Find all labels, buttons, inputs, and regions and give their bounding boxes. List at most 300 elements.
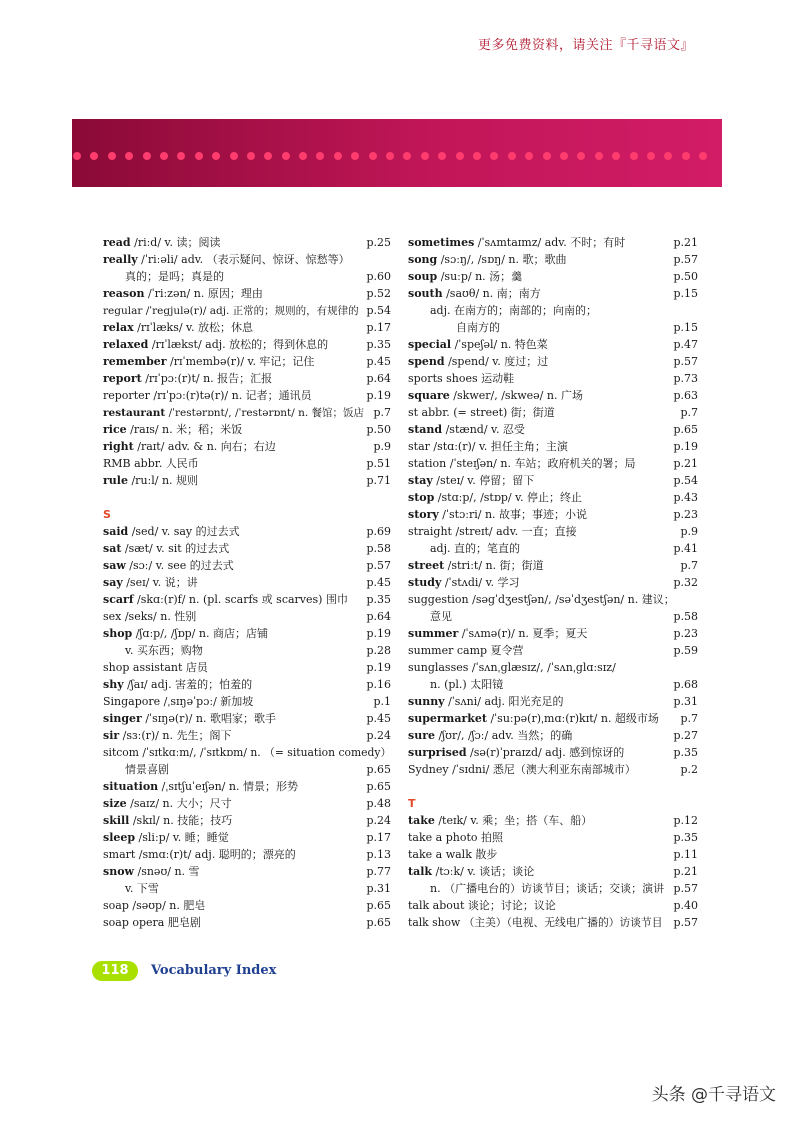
index-entry — [408, 625, 698, 642]
page-reference: p.16 — [366, 678, 391, 691]
index-entry — [103, 404, 391, 421]
entry-text: /ˌsɪtʃuˈeɪʃən/ n. 情景；形势 — [158, 780, 298, 793]
index-entry — [103, 676, 391, 693]
headword: sleep — [103, 831, 136, 844]
index-entry — [103, 472, 391, 489]
page-reference: p.65 — [366, 780, 391, 793]
entry-definition — [103, 321, 253, 334]
entry-definition — [103, 355, 314, 368]
entry-text: sunglasses /ˈsʌnˌglæsɪz/, /ˈsʌnˌglɑːsɪz/ — [408, 661, 616, 674]
entry-definition — [103, 270, 224, 283]
entry-definition — [103, 763, 169, 776]
index-entry — [103, 336, 391, 353]
index-entry — [408, 676, 698, 693]
entry-text: /sɔːŋ/, /sɒŋ/ n. 歌；歌曲 — [437, 253, 567, 266]
chapter-banner — [72, 119, 722, 187]
entry-definition — [103, 899, 205, 912]
index-entry — [408, 455, 698, 472]
banner-dot — [612, 152, 620, 160]
banner-dot — [160, 152, 168, 160]
entry-definition — [408, 474, 534, 487]
entry-definition — [103, 746, 391, 759]
entry-text: 自南方的 — [456, 321, 500, 334]
index-entry — [408, 370, 698, 387]
entry-definition — [408, 593, 675, 606]
entry-definition — [408, 440, 568, 453]
banner-dot — [73, 152, 81, 160]
index-entry — [103, 659, 391, 676]
banner-dot — [630, 152, 638, 160]
entry-text: /snəʊ/ n. 雪 — [134, 865, 200, 878]
index-entry — [408, 880, 698, 897]
banner-dot — [316, 152, 324, 160]
index-entry — [408, 914, 698, 931]
entry-text: /sɜː(r)/ n. 先生；阁下 — [119, 729, 232, 742]
entry-text: suggestion /səgˈdʒestʃən/, /səˈdʒestʃən/ n. 建议； — [408, 593, 675, 606]
entry-definition — [408, 372, 514, 385]
entry-text: /rɪˈpɔː(r)t/ n. 报告；汇报 — [141, 372, 273, 385]
entry-definition — [408, 831, 503, 844]
headword: soup — [408, 270, 438, 283]
banner-dot — [577, 152, 585, 160]
index-entry — [408, 506, 698, 523]
entry-definition — [103, 372, 272, 385]
page-reference: p.17 — [366, 321, 391, 334]
entry-definition — [408, 627, 587, 640]
banner-dot — [108, 152, 116, 160]
banner-dot — [438, 152, 446, 160]
index-entry — [103, 829, 391, 846]
banner-dot — [456, 152, 464, 160]
entry-definition — [103, 916, 201, 929]
entry-text: /ˈsuːpə(r)ˌmɑː(r)kɪt/ n. 超级市场 — [486, 712, 659, 725]
headword: study — [408, 576, 442, 589]
page-reference: p.21 — [673, 865, 698, 878]
entry-definition — [103, 423, 242, 436]
entry-text: /stɑːp/, /stɒp/ v. 停止；终止 — [434, 491, 583, 504]
headword: sir — [103, 729, 120, 742]
entry-text: /sed/ v. say 的过去式 — [128, 525, 240, 538]
banner-dot — [664, 152, 672, 160]
page-reference: p.35 — [366, 338, 391, 351]
page-reference: p.35 — [673, 831, 698, 844]
headword: relax — [103, 321, 134, 334]
banner-dot — [525, 152, 533, 160]
banner-dot — [473, 152, 481, 160]
entry-text: /ˈriːəli/ adv. （表示疑问、惊讶、惊愁等） — [137, 253, 350, 266]
page-reference: p.65 — [366, 899, 391, 912]
entry-text: /skɪl/ n. 技能；技巧 — [129, 814, 233, 827]
entry-definition — [103, 253, 350, 266]
headword: snow — [103, 865, 134, 878]
entry-text: /spend/ v. 度过；过 — [444, 355, 549, 368]
entry-text: sports shoes 运动鞋 — [408, 372, 515, 385]
page-reference: p.27 — [673, 729, 698, 742]
entry-text: /saɪz/ n. 大小；尺寸 — [126, 797, 232, 810]
banner-dot — [595, 152, 603, 160]
index-entry — [103, 795, 391, 812]
entry-definition — [103, 287, 263, 300]
entry-text: /sæt/ v. sit 的过去式 — [121, 542, 230, 555]
headword: read — [103, 236, 131, 249]
entry-definition — [103, 865, 200, 878]
entry-definition — [408, 406, 555, 419]
section-gap — [103, 489, 391, 506]
entry-definition — [103, 882, 159, 895]
entry-text: /seɪ/ v. 说；讲 — [122, 576, 198, 589]
headword: stand — [408, 423, 443, 436]
entry-text: /skɑː(r)f/ n. (pl. scarfs 或 scarves) 围巾 — [133, 593, 348, 606]
entry-definition — [103, 831, 229, 844]
page-reference: p.24 — [366, 814, 391, 827]
page-reference: p.31 — [366, 882, 391, 895]
entry-text: RMB abbr. 人民币 — [103, 457, 199, 470]
index-entry — [408, 846, 698, 863]
entry-text: reporter /rɪˈpɔː(r)tə(r)/ n. 记者；通讯员 — [103, 389, 312, 402]
page-reference: p.23 — [673, 627, 698, 640]
index-entry — [408, 897, 698, 914]
index-entry — [103, 557, 391, 574]
index-entry — [103, 778, 391, 795]
entry-text: v. 下雪 — [125, 882, 159, 895]
page-reference: p.54 — [673, 474, 698, 487]
entry-definition — [408, 542, 520, 555]
headword: stay — [408, 474, 433, 487]
page-reference: p.35 — [366, 593, 391, 606]
entry-definition — [408, 508, 587, 521]
entry-definition — [408, 848, 497, 861]
section-letter: S — [103, 508, 111, 521]
index-entry — [103, 693, 391, 710]
entry-definition — [408, 882, 664, 895]
section-letter: T — [408, 797, 416, 810]
headword: skill — [103, 814, 130, 827]
entry-text: 真的；是吗；真是的 — [125, 270, 224, 283]
index-entry — [103, 812, 391, 829]
index-entry — [408, 404, 698, 421]
index-entry — [408, 421, 698, 438]
banner-dot — [230, 152, 238, 160]
headword: shy — [103, 678, 124, 691]
page-reference: p.21 — [673, 457, 698, 470]
entry-text: take a photo 拍照 — [408, 831, 503, 844]
headword: saw — [103, 559, 126, 572]
index-column-left — [103, 234, 391, 931]
entry-definition — [408, 253, 566, 266]
page-reference: p.45 — [366, 576, 391, 589]
entry-text: /sɔː/ v. see 的过去式 — [125, 559, 234, 572]
entry-text: /rɪˈlæks/ v. 放松；休息 — [133, 321, 253, 334]
index-entry — [103, 897, 391, 914]
entry-definition — [103, 644, 203, 657]
page-reference: p.1 — [373, 695, 391, 708]
index-entry — [103, 727, 391, 744]
page-reference: p.71 — [366, 474, 391, 487]
entry-text: soap opera 肥皂剧 — [103, 916, 201, 929]
entry-definition — [408, 899, 556, 912]
entry-definition — [408, 491, 582, 504]
banner-dot — [143, 152, 151, 160]
index-entry — [408, 829, 698, 846]
index-entry — [408, 727, 698, 744]
page-reference: p.58 — [673, 610, 698, 623]
headword: surprised — [408, 746, 467, 759]
headword: summer — [408, 627, 459, 640]
entry-text: /riːd/ v. 读；阅读 — [130, 236, 221, 249]
banner-dot — [421, 152, 429, 160]
index-entry — [103, 642, 391, 659]
banner-dot — [177, 152, 185, 160]
entry-text: sitcom /ˈsɪtkɑːm/, /ˈsɪtkɒm/ n. （= situation comedy） — [103, 746, 392, 759]
entry-text: /rɪˈmembə(r)/ v. 牢记；记住 — [166, 355, 315, 368]
entry-text: adj. 直的；笔直的 — [430, 542, 521, 555]
banner-dot — [386, 152, 394, 160]
index-entry — [408, 302, 698, 319]
index-entry — [103, 710, 391, 727]
entry-definition — [408, 729, 572, 742]
entry-text: /ˈriːzən/ n. 原因；理由 — [144, 287, 263, 300]
page-reference: p.7 — [680, 712, 698, 725]
banner-dot — [647, 152, 655, 160]
entry-definition — [103, 525, 240, 538]
headword: sat — [103, 542, 122, 555]
page-reference: p.15 — [673, 321, 698, 334]
banner-dot — [299, 152, 307, 160]
entry-definition — [408, 423, 525, 436]
index-entry — [103, 744, 391, 761]
page-reference: p.17 — [366, 831, 391, 844]
headword: size — [103, 797, 127, 810]
page-reference: p.32 — [673, 576, 698, 589]
entry-text: take a walk 散步 — [408, 848, 498, 861]
banner-dot — [403, 152, 411, 160]
banner-dot — [247, 152, 255, 160]
entry-definition — [103, 576, 198, 589]
headword: say — [103, 576, 123, 589]
banner-dot-row — [72, 151, 722, 161]
entry-definition — [103, 440, 276, 453]
headword: south — [408, 287, 443, 300]
page-reference: p.41 — [673, 542, 698, 555]
index-entry — [103, 438, 391, 455]
index-entry — [408, 744, 698, 761]
banner-dot — [682, 152, 690, 160]
entry-definition — [408, 610, 452, 623]
headword: supermarket — [408, 712, 487, 725]
page-reference: p.65 — [366, 916, 391, 929]
index-entry — [103, 880, 391, 897]
headword: really — [103, 253, 138, 266]
page-reference: p.11 — [673, 848, 698, 861]
page-reference: p.2 — [680, 763, 698, 776]
index-entry — [408, 336, 698, 353]
banner-dot — [282, 152, 290, 160]
headword: square — [408, 389, 450, 402]
page-reference: p.65 — [366, 763, 391, 776]
entry-text: Singapore /ˌsɪŋəˈpɔː/ 新加坡 — [103, 695, 254, 708]
page-reference: p.40 — [673, 899, 698, 912]
page-reference: p.21 — [673, 236, 698, 249]
page-reference: p.73 — [673, 372, 698, 385]
index-entry — [408, 387, 698, 404]
headword: special — [408, 338, 452, 351]
banner-dot — [560, 152, 568, 160]
banner-dot — [543, 152, 551, 160]
entry-text: /stænd/ v. 忍受 — [442, 423, 525, 436]
entry-definition — [408, 576, 520, 589]
index-entry — [408, 319, 698, 336]
banner-dot — [369, 152, 377, 160]
banner-dot — [490, 152, 498, 160]
index-entry — [103, 455, 391, 472]
page-reference: p.45 — [366, 355, 391, 368]
page-reference: p.57 — [673, 253, 698, 266]
entry-definition — [103, 559, 234, 572]
entry-text: /tɔːk/ v. 谈话；谈论 — [432, 865, 535, 878]
entry-definition — [103, 814, 232, 827]
page-reference: p.65 — [673, 423, 698, 436]
entry-text: smart /smɑː(r)t/ adj. 聪明的；漂亮的 — [103, 848, 296, 861]
page-reference: p.50 — [366, 423, 391, 436]
headword: talk — [408, 865, 433, 878]
entry-definition — [103, 593, 348, 606]
entry-text: summer camp 夏令营 — [408, 644, 524, 657]
entry-text: regular /ˈregjulə(r)/ adj. 正常的；规则的，有规律的 — [103, 305, 359, 317]
entry-text: /sliːp/ v. 睡；睡觉 — [135, 831, 229, 844]
entry-definition — [103, 407, 364, 419]
entry-definition — [103, 780, 298, 793]
index-entry — [408, 540, 698, 557]
page-reference: p.25 — [366, 236, 391, 249]
headword: right — [103, 440, 134, 453]
page-reference: p.47 — [673, 338, 698, 351]
index-entry — [103, 574, 391, 591]
page-reference: p.19 — [366, 627, 391, 640]
entry-definition — [408, 916, 663, 929]
index-entry — [103, 591, 391, 608]
page-reference: p.57 — [673, 916, 698, 929]
entry-definition — [103, 627, 268, 640]
entry-text: /raɪt/ adv. & n. 向右；右边 — [133, 440, 276, 453]
entry-definition — [408, 321, 500, 334]
banner-dot — [125, 152, 133, 160]
headword: rice — [103, 423, 127, 436]
page-reference: p.58 — [366, 542, 391, 555]
banner-dot — [334, 152, 342, 160]
headword: singer — [103, 712, 142, 725]
headword: sometimes — [408, 236, 475, 249]
index-entry — [408, 659, 698, 676]
index-entry — [408, 693, 698, 710]
entry-definition — [408, 457, 635, 470]
header-note: 更多免费资料，请关注『千寻语文』 — [477, 38, 694, 53]
headword: rule — [103, 474, 128, 487]
index-entry — [408, 812, 698, 829]
entry-text: /ˈsʌmə(r)/ n. 夏季；夏天 — [458, 627, 588, 640]
headword: shop — [103, 627, 133, 640]
entry-text: straight /streɪt/ adv. 一直；直接 — [408, 525, 577, 538]
entry-text: 情景喜剧 — [125, 763, 169, 776]
index-entry — [103, 268, 391, 285]
entry-definition — [408, 814, 592, 827]
entry-text: /striːt/ n. 街；街道 — [444, 559, 544, 572]
entry-definition — [408, 270, 522, 283]
index-entry — [408, 489, 698, 506]
headword: spend — [408, 355, 445, 368]
entry-text: /ˈspeʃəl/ n. 特色菜 — [451, 338, 548, 351]
index-entry — [103, 387, 391, 404]
page-reference: p.9 — [680, 525, 698, 538]
page-reference: p.35 — [673, 746, 698, 759]
page-reference: p.19 — [366, 389, 391, 402]
index-entry — [103, 234, 391, 251]
entry-definition — [408, 746, 624, 759]
entry-definition — [408, 287, 541, 300]
page-reference: p.15 — [673, 287, 698, 300]
page-reference: p.60 — [366, 270, 391, 283]
entry-definition — [408, 678, 503, 691]
entry-definition — [103, 695, 253, 708]
headword: remember — [103, 355, 167, 368]
entry-text: /steɪ/ v. 停留；留下 — [432, 474, 535, 487]
entry-definition — [408, 236, 625, 249]
entry-definition — [103, 389, 312, 402]
entry-text: /ˈsɪŋə(r)/ n. 歌唱家；歌手 — [141, 712, 276, 725]
entry-text: /ˈrestərɒnt/, /ˈrestərɒnt/ n. 餐馆；饭店 — [165, 407, 365, 419]
index-entry — [103, 540, 391, 557]
entry-text: /saʊθ/ n. 南；南方 — [442, 287, 541, 300]
entry-text: /ˈstɔːri/ n. 故事；事迹；小说 — [438, 508, 588, 521]
page-reference: p.77 — [366, 865, 391, 878]
headword: scarf — [103, 593, 134, 606]
entry-text: /sə(r)ˈpraɪzd/ adj. 感到惊讶的 — [466, 746, 625, 759]
headword: sure — [408, 729, 435, 742]
banner-dot — [212, 152, 220, 160]
entry-definition — [408, 644, 524, 657]
entry-definition — [408, 304, 597, 317]
entry-definition — [408, 865, 534, 878]
headword: report — [103, 372, 142, 385]
page-reference: p.57 — [673, 355, 698, 368]
entry-definition — [103, 712, 276, 725]
page-reference: p.68 — [673, 678, 698, 691]
entry-text: /ruːl/ n. 规则 — [127, 474, 199, 487]
entry-definition — [103, 305, 359, 317]
entry-text: /suːp/ n. 汤；羹 — [437, 270, 523, 283]
entry-text: station /ˈsteɪʃən/ n. 车站；政府机关的署；局 — [408, 457, 636, 470]
page-reference: p.12 — [673, 814, 698, 827]
index-entry — [103, 319, 391, 336]
entry-definition — [408, 389, 583, 402]
index-entry — [408, 472, 698, 489]
index-entry — [103, 353, 391, 370]
index-entry — [103, 370, 391, 387]
entry-text: v. 买东西；购物 — [125, 644, 203, 657]
entry-definition — [103, 542, 229, 555]
entry-definition — [408, 355, 548, 368]
entry-definition — [103, 729, 231, 742]
index-entry — [408, 574, 698, 591]
index-entry — [103, 625, 391, 642]
page-reference: p.19 — [673, 440, 698, 453]
banner-dot — [699, 152, 707, 160]
page-reference: p.59 — [673, 644, 698, 657]
page-reference: p.43 — [673, 491, 698, 504]
index-entry — [408, 234, 698, 251]
index-entry — [103, 914, 391, 931]
headword: reason — [103, 287, 145, 300]
entry-definition — [103, 474, 198, 487]
